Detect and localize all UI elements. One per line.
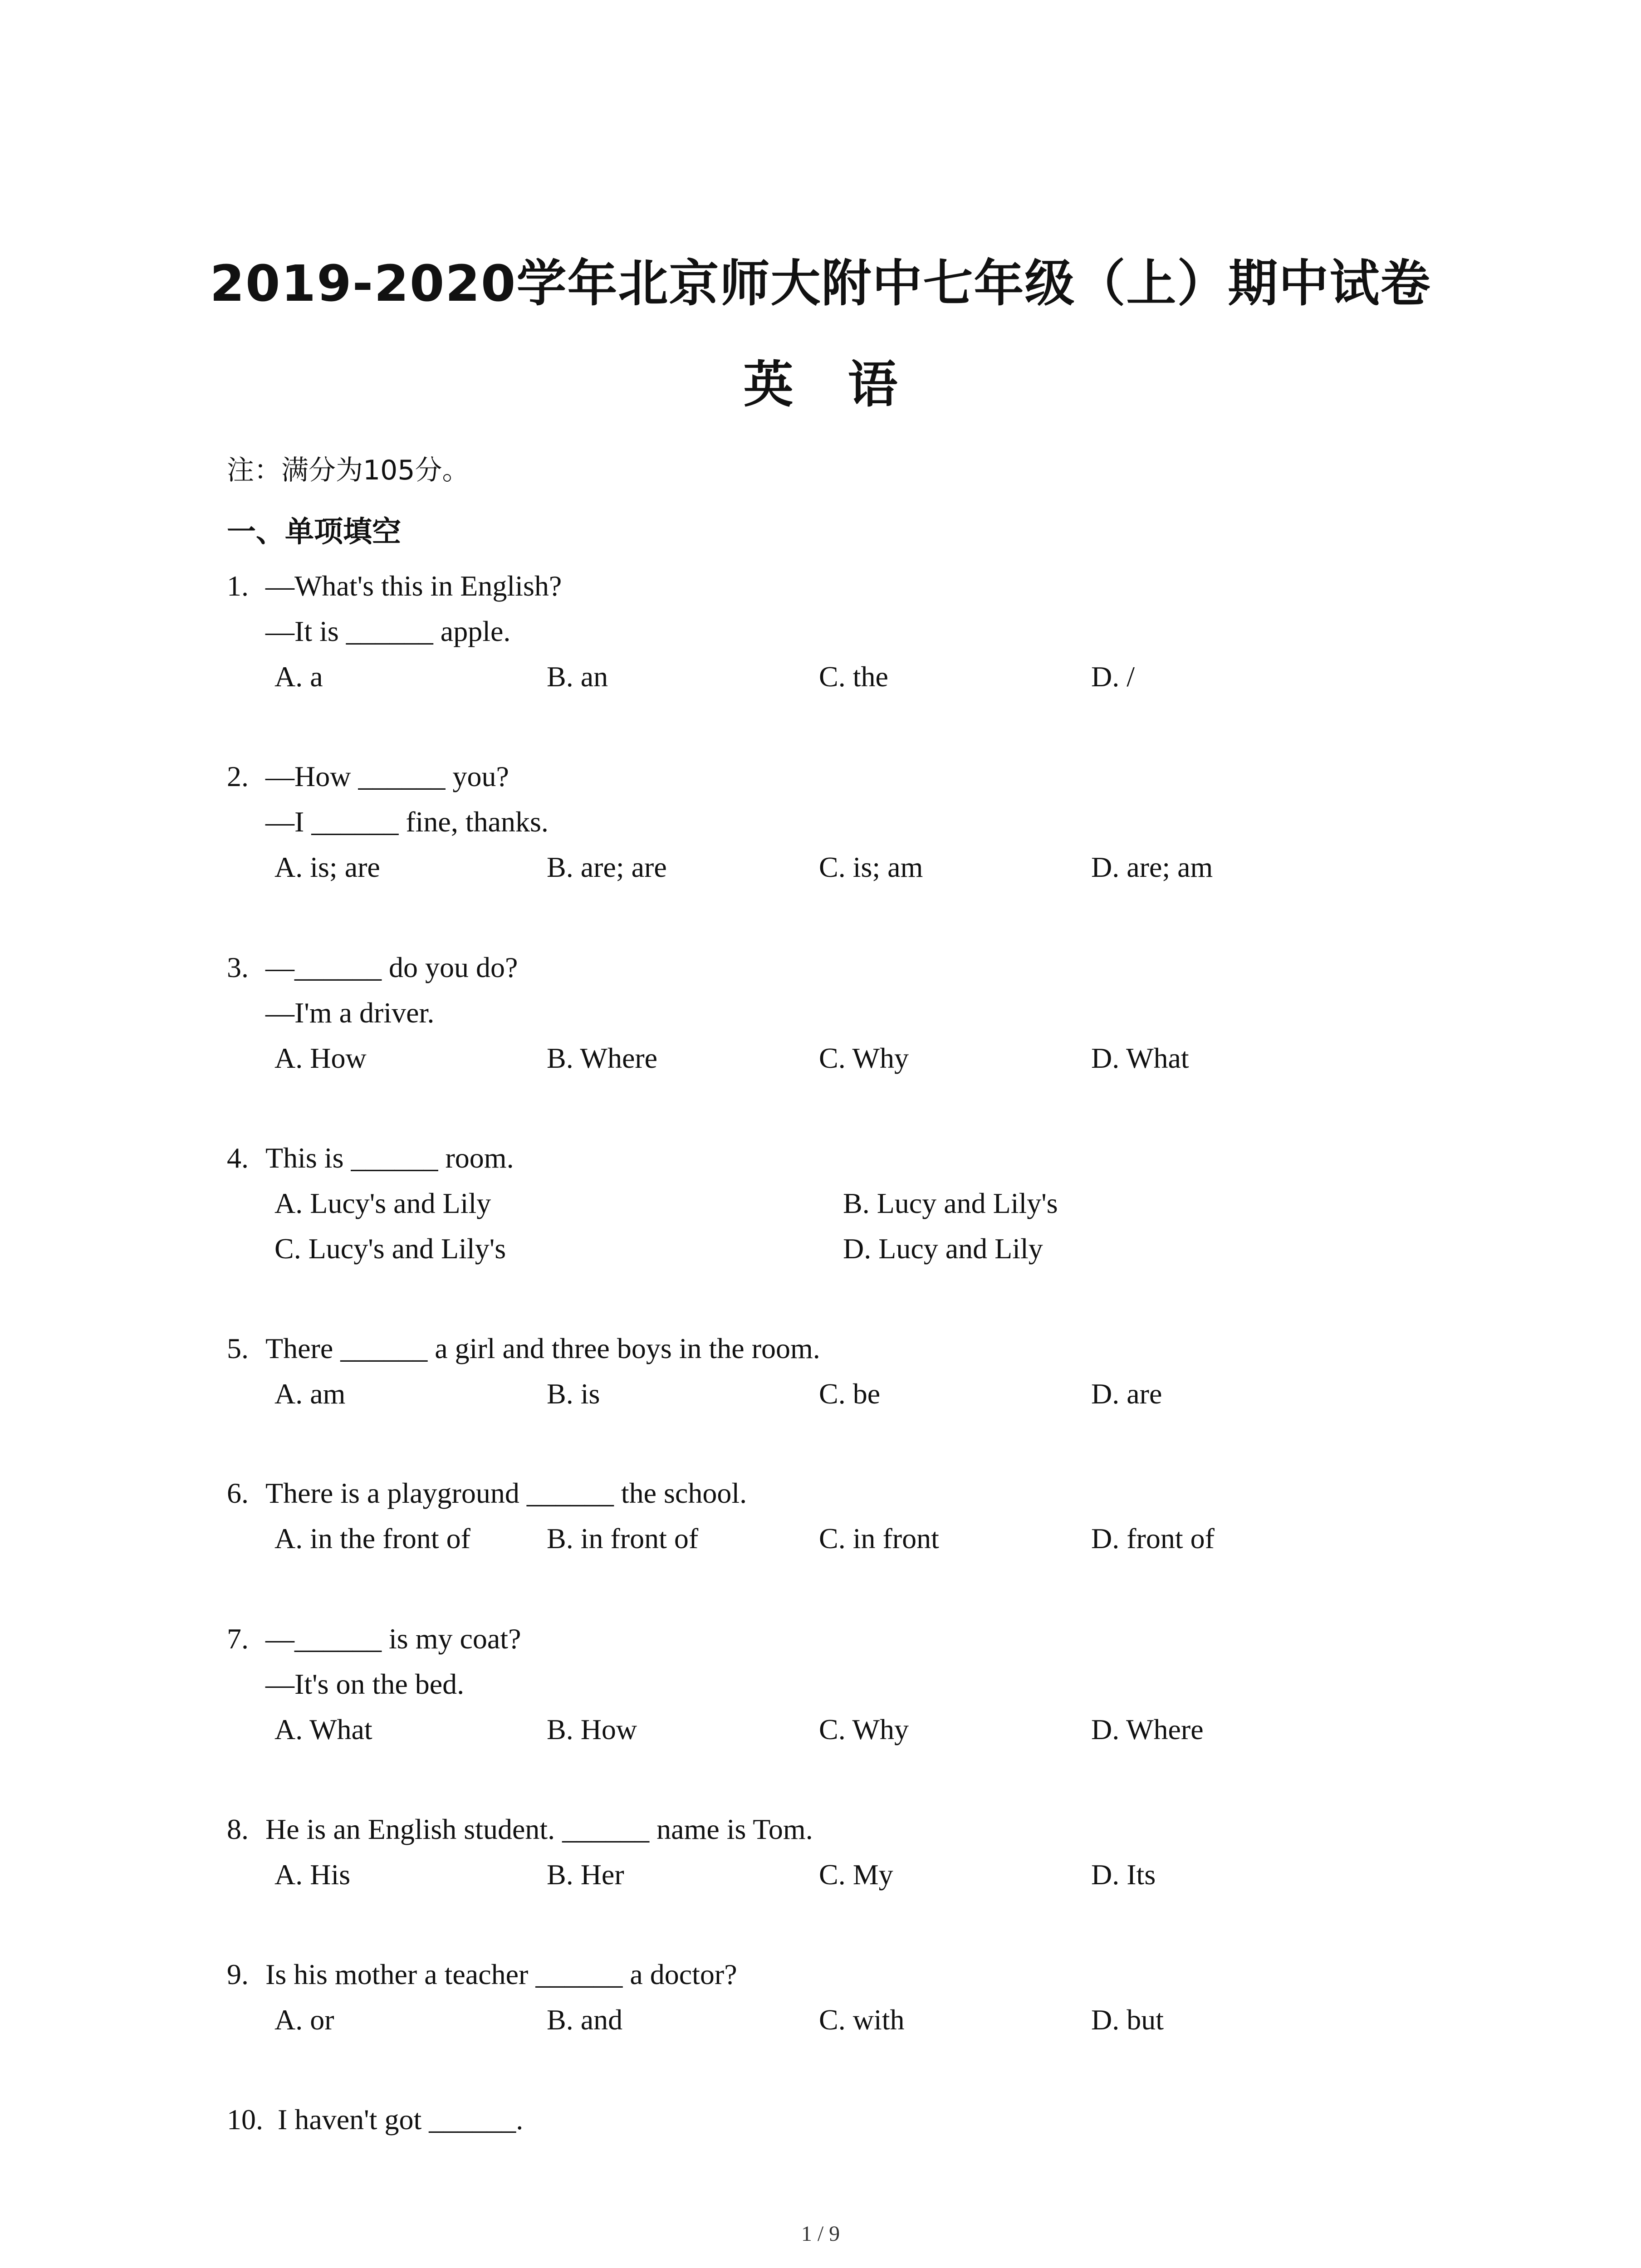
- question-text: —______ is my coat?: [265, 1623, 521, 1655]
- question-text: There is a playground ______ the school.: [265, 1477, 747, 1509]
- question-text: —How ______ you?: [265, 760, 509, 792]
- option-c: C. with: [819, 2004, 905, 2036]
- question-text: There ______ a girl and three boys in the room.: [265, 1332, 820, 1364]
- option-b: B. Lucy and Lily's: [843, 1187, 1058, 1219]
- option-a: A. What: [274, 1713, 372, 1745]
- option-d: D. Where: [1091, 1713, 1204, 1745]
- question-number: 1.: [227, 570, 249, 602]
- question-number: 4.: [227, 1142, 249, 1174]
- score-note: 注：满分为105分。: [227, 455, 470, 486]
- option-c: C. the: [819, 660, 888, 693]
- question-text: I haven't got ______.: [278, 2103, 524, 2136]
- question-text: —What's this in English?: [265, 570, 562, 602]
- option-a: A. in the front of: [274, 1522, 470, 1554]
- page-indicator: 1 / 9: [801, 2222, 840, 2246]
- option-c: C. in front: [819, 1522, 939, 1554]
- option-d: D. are: [1091, 1378, 1162, 1410]
- option-a: A. or: [274, 2004, 334, 2036]
- option-d: D. Its: [1091, 1858, 1156, 1891]
- option-b: B. an: [547, 660, 608, 693]
- question-text: —I ______ fine, thanks.: [265, 806, 549, 838]
- question-number: 6.: [227, 1477, 249, 1509]
- question-text: —It's on the bed.: [265, 1668, 465, 1700]
- option-b: B. are; are: [547, 851, 667, 883]
- question-number: 9.: [227, 1958, 249, 1990]
- option-c: C. Why: [819, 1713, 909, 1745]
- question-text: —I'm a driver.: [265, 997, 435, 1029]
- option-a: A. His: [274, 1858, 351, 1891]
- option-c: C. Lucy's and Lily's: [274, 1232, 506, 1265]
- section-heading: 一、单项填空: [227, 515, 401, 549]
- option-a: A. a: [274, 660, 323, 693]
- option-d: D. Lucy and Lily: [843, 1232, 1043, 1265]
- option-c: C. be: [819, 1378, 881, 1410]
- question-number: 8.: [227, 1813, 249, 1845]
- option-a: A. How: [274, 1042, 367, 1074]
- option-b: B. and: [547, 2004, 623, 2036]
- option-b: B. Her: [547, 1858, 624, 1891]
- option-d: D. are; am: [1091, 851, 1213, 883]
- option-c: C. is; am: [819, 851, 923, 883]
- option-d: D. /: [1091, 660, 1135, 693]
- option-d: D. but: [1091, 2004, 1164, 2036]
- option-b: B. in front of: [547, 1522, 699, 1554]
- question-number: 3.: [227, 951, 249, 983]
- option-d: D. front of: [1091, 1522, 1215, 1554]
- question-number: 5.: [227, 1332, 249, 1364]
- option-b: B. is: [547, 1378, 600, 1410]
- question-text: This is ______ room.: [265, 1142, 514, 1174]
- question-number: 10.: [227, 2103, 263, 2136]
- question-text: Is his mother a teacher ______ a doctor?: [265, 1958, 737, 1990]
- option-d: D. What: [1091, 1042, 1189, 1074]
- exam-title: 2019-2020学年北京师大附中七年级（上）期中试卷: [210, 254, 1431, 313]
- option-a: A. Lucy's and Lily: [274, 1187, 491, 1219]
- option-b: B. Where: [547, 1042, 658, 1074]
- option-c: C. My: [819, 1858, 893, 1891]
- subject-title: 英语: [743, 356, 952, 414]
- question-number: 7.: [227, 1623, 249, 1655]
- option-a: A. is; are: [274, 851, 380, 883]
- option-c: C. Why: [819, 1042, 909, 1074]
- question-text: He is an English student. ______ name is Tom.: [265, 1813, 813, 1845]
- option-b: B. How: [547, 1713, 637, 1745]
- question-text: —______ do you do?: [265, 951, 518, 983]
- option-a: A. am: [274, 1378, 346, 1410]
- question-number: 2.: [227, 760, 249, 792]
- question-text: —It is ______ apple.: [265, 615, 511, 647]
